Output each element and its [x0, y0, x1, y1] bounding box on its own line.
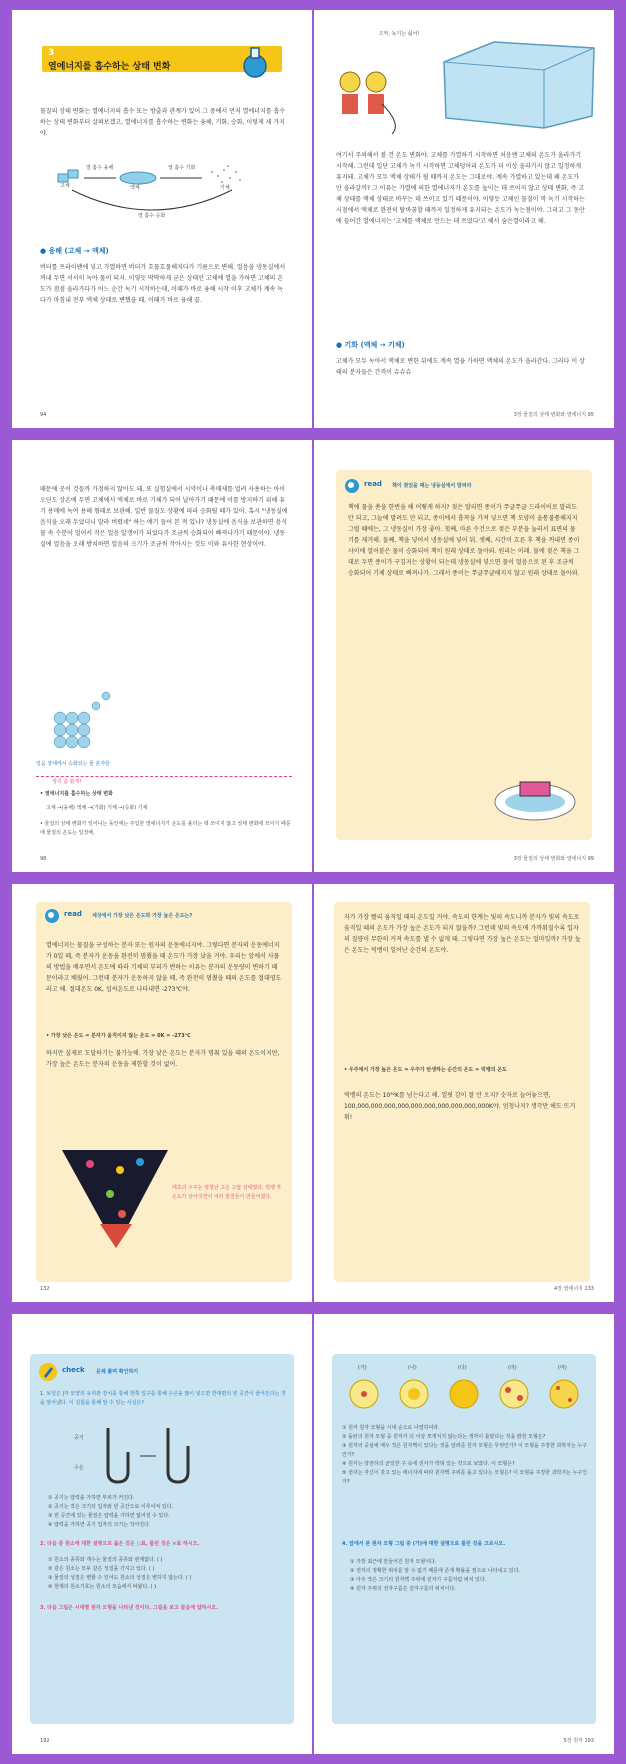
- memo-title: • 열에너지를 흡수하는 상태 변화: [40, 791, 113, 797]
- read-text-right: 자가 가장 빨리 움직일 때의 온도일 거야. 속도의 한계는 빛의 속도니까 분자가 빛의 속도로 움직일 때의 온도가 가장 높은 온도가 되지 않을까? 그런데 빛의 속도에 가까워질수록 입자의 질량이 무한히 커져 속도를 낼 수 없게 돼. 그렇다면 가장 높은 온도는 얼마일까? 가장 높은 온도는 빅뱅이 일어난 순간의 온도야.: [344, 914, 581, 954]
- page-footer-right: 3장 물질의 상태 변화와 열에너지 99: [513, 856, 594, 862]
- read-text: 열에너지는 물질을 구성하는 분자 또는 원자의 운동에너지야. 그렇다면 분자의 운동에너지가 0일 때, 즉 분자가 운동을 완전히 멈췄을 때 온도가 가장 낮을 거야. 우리는 앞에서 사물의 방법을 배우면서 온도에 따라 기체의 부피가 변하는 이유는 분자의 운동량이 변하기 때문이라고 배웠어. 그런데 분자가 운동하지 않을 때, 즉 완전히 멈췄을 때의 온도를 절대영도라고 해. 절대온도 0K, 섭씨온도로 나타내면 -273℃야.: [46, 942, 282, 993]
- magnifier-icon: [44, 908, 60, 924]
- page-footer-right: 4장 열에너지 133: [553, 1286, 594, 1292]
- question-2: 2. 다음 중 원소에 대한 설명으로 옳은 것은 ○표, 틀린 것은 ×표 하시오.: [40, 1541, 200, 1547]
- spread-1: [0, 10, 626, 428]
- atom-label-ra: (라): [508, 1365, 517, 1371]
- intro-text: 물질의 상태 변화는 열에너지의 흡수 또는 방출과 관계가 있어 그 중에서 먼저 열에너지를 흡수하는 상태 변화부터 살펴보겠고, 열에너지를 흡수하는 변화는 융해, 기화, 승화, 이렇게 세 가지야.: [40, 108, 286, 137]
- page-number-left: 94: [40, 412, 47, 418]
- spread-4: [0, 1314, 626, 1754]
- page-footer-right: 5장 원자 193: [563, 1738, 594, 1744]
- q3-item[interactable]: ① 원자 원자 모형을 시대 순으로 나열하여라.: [342, 1425, 440, 1431]
- page-192: [12, 1314, 312, 1754]
- page-94: [12, 10, 312, 428]
- memo-note: • 물질의 상태 변화가 일어나는 동안에는 주입한 열에너지가 온도를 올리는 데 쓰이지 않고 상태 변화에 쓰이기 때문에 물질의 온도는 일정해.: [40, 821, 291, 836]
- atom-label-ga: (가): [358, 1365, 367, 1371]
- q1-option[interactable]: ① 공기는 압력을 가하면 부피가 커진다.: [48, 1495, 135, 1501]
- atom-label-da: (다): [458, 1365, 467, 1371]
- question-3-items: [342, 1424, 588, 1487]
- q3-item[interactable]: ④ 원자는 양전하의 균일한 구 속에 전자가 박혀 있는 것으로 보았다. 이 모형은?: [342, 1461, 515, 1467]
- page-number-left: 98: [40, 856, 47, 862]
- q1-option[interactable]: ④ 압력을 가하면 공기 입자의 크기는 작아진다.: [48, 1522, 151, 1528]
- big-bang-pyramid: [60, 1144, 170, 1254]
- pencil-icon: [38, 1362, 58, 1382]
- atom-models-row: [340, 1364, 588, 1414]
- q2-option[interactable]: ③ 물질의 성질은 변할 수 있어도 원소의 성질은 변하지 않는다. ( ): [48, 1575, 192, 1581]
- right-text: 여기서 주의해서 볼 건 온도 변화야. 고체를 가열하기 시작하면 처음엔 고체의 온도가 올라가기 시작해. 그런데 일단 고체가 녹기 시작하면 고체덩어리 온도가 더 이상 올라가지 않고 일정하게 유지돼. 고체가 모두 액체 상태가 될 때까지 온도는 그대로야. 계속 가열하고 있는데 왜 온도가 안 올라갈까? 그 이유는 가열에 의한 열에너지가 온도를 높이는 데 쓰이지 않고 상태 변화, 즉 고체 상태를 액체 상태로 바꾸는 데 쓰이고 있기 때문이야. 이렇듯 고체인 물질이 막 녹기 시작하는 시점에서 액체로 완전히 탈바꿈할 때까지 일정하게 유지되는 온도가 녹는점이야. 그리고 그 동안에 들어간 열에너지는 '고체를 액체로 만드는 데 쓰였다'고 해서 숨은열이라고 해.: [336, 152, 585, 225]
- q3-item[interactable]: ③ 원자의 중심에 매우 작은 원자핵이 있다는 것을 알려준 원자 모형은 무엇인가? 이 모형을 주장한 과학자는 누구인가?: [342, 1443, 588, 1458]
- ice-molecules-illustration: [40, 688, 120, 758]
- page-98: [12, 440, 312, 872]
- spread-3: [0, 884, 626, 1302]
- q4-option[interactable]: ④ 원자 주위의 전자구름은 전자구름의 위치이다.: [350, 1586, 456, 1592]
- read-text-right-2: 빅뱅의 온도는 10³²K를 넘는다고 해. 얼핏 감이 잘 안 오지? 숫자로 늘어놓으면, 100,000,000,000,000,000,000,000,000,000,000K야. 엄청나지? 생각만 해도 뜨거워!: [344, 1092, 576, 1121]
- page-number-left: 192: [40, 1738, 50, 1744]
- q3-item[interactable]: ② 돌턴의 원자 모형 중 원자가 더 이상 쪼개지지 않는다는 생각이 틀렸다는 것을 밝힌 모형은?: [342, 1434, 546, 1440]
- q4-options: [350, 1558, 588, 1594]
- label-liquid: 액체: [130, 185, 140, 191]
- main-text: 때문에 곳이 것들까 가정하지 않아도 돼. 또 실험실에서 시약이나 축매제를 얼려 사용하는 아이오딘도 상온에 두면 고체에서 액체로 바로 기체가 되어 날아가기 때문에 이를 방지하기 위해 유기 용매에 녹여 용해 형태로 보관해. 일반 물질도 상황에 따라 승화될 때가 있어. 혹시 "냉동실에 음식을 오래 두었더니 말라 버렸네" 하는 얘기 들어 본 적 있나? 냉동실에 음식을 보관하면 음식물 속 수분이 얼어서 작은 얼음 알갱이가 되었다가 조금씩 승화되어 빠져나가기 때문이야. 냉동실에 얼음을 오래 방치하면 얼음의 크기가 조금씩 작아지는 것도 이와 유사한 현상이야.: [40, 486, 288, 548]
- pyramid-caption: 태초의 우주는 엄청난 고온 고압 상태였다. 빅뱅 후 온도가 낮아지면서 여러 물질들이 만들어졌다.: [172, 1185, 282, 1200]
- check-tag: check: [62, 1366, 85, 1374]
- spread-2: [0, 440, 626, 872]
- q3-item[interactable]: ⑤ 전자는 자신이 갖고 있는 에너지에 따라 원자핵 주위를 돌고 있다는 모형은? 이 모형을 주장한 과학자는 누구인가?: [342, 1470, 588, 1485]
- check-box: [30, 1354, 294, 1724]
- page-footer-right: 3장 물질의 상태 변화와 열에너지 95: [513, 412, 594, 418]
- label-sub: 열 흡수 승화: [138, 213, 166, 219]
- read-text: 책에 물을 쏟을 한번을 해 어떻게 하지? 젖은 말리면 종이가 쭈글쭈글 드라이어로 말리도 안 되고, 그늘에 말려도 안 되고, 종이에서 흡착을 가져 넣으면 책 모양이 울퉁불퉁해지지 그럴 때에는, 그 냉동실이 가장 좋아. 첫째, 마른 수건으로 젖은 부분을 눌러서 표면의 물기를 제거해. 둘째, 책을 넣어서 냉동실에 넣어 둬. 셋째, 시간이 흐른 후 책을 꺼내면 종이 사이에 얼어붙은 물이 승화되어 책이 원래 상태로 돌아와. 원리는 이래. 물에 젖은 책을 그대로 두면 종이가 구김지는 상황이 되는데 냉동실에 넣으면 물이 얼음으로 된 후 조금씩 승화되어 기체 상태로 빠져나가. 그래서 종이는 쭈글쭈글해지지 않고 원래 상태로 돌아와.: [348, 504, 580, 577]
- page-193: [314, 1314, 614, 1754]
- page-number-left: 132: [40, 1286, 50, 1292]
- section-vaporization-text: 고체가 모두 녹아서 액체로 변한 뒤에도 계속 열을 가하면 액체의 온도가 올라간다. 그러다 이 상태의 분자들은 간격이 슈슈슈: [336, 358, 585, 376]
- read-title: 세상에서 가장 낮은 온도와 가장 높은 온도는?: [92, 913, 193, 919]
- page-132: [12, 884, 312, 1302]
- chapter-number: 3: [48, 48, 55, 58]
- formula-highest: • 우주에서 가장 높은 온도 = 우주가 탄생하는 순간의 온도 = 빅뱅의 온도: [344, 1067, 507, 1073]
- state-change-diagram: [52, 160, 272, 230]
- ice-caption: 얼음 상태에서 승화되는 물 분자들: [36, 761, 110, 767]
- q1-option[interactable]: ③ 빈 공간에 있는 물질은 압력을 가하면 없어질 수 있다.: [48, 1513, 170, 1519]
- label-solid: 고체: [60, 183, 70, 189]
- label-gas: 기체: [220, 185, 230, 191]
- read-tag: read: [364, 480, 382, 488]
- atom-label-ma: (마): [558, 1365, 567, 1371]
- read-title: 책이 젖었을 때는 냉동실에서 말려라: [392, 483, 472, 489]
- section-melting-text: 버터를 프라이팬에 넣고 가열하면 버터가 흐물흐물해지다가 기름으로 변해. 얼음을 냉동실에서 꺼내 두면 서서히 녹아 물이 되지. 이렇듯 딱딱하게 굳은 상태인 고체에 열을 가하면 고체의 온도가 점점 올라가다가 어느 순간 녹기 시작하는데, 이때가 바로 융해 시작 이후 고체가 계속 녹다가 마침내 전부 액체 상태로 변했을 때, 이때가 바로 융해 끝.: [40, 264, 286, 304]
- q4-option[interactable]: ② 전자의 정확한 위치를 알 수 없기 때문에 존재 확률을 점으로 나타내고 있다.: [350, 1568, 521, 1574]
- chapter-title: 열에너지를 흡수하는 상태 변화: [48, 62, 171, 72]
- j-tube-label-air: 공기: [74, 1435, 84, 1441]
- question-1: 1. 보일은 J자 모양의 유리관 장치를 통해 한쪽 입구를 통해 수은을 많이 넣으면 반대편의 빈 공간이 줄어든다는 것을 알아냈다. 이 실험을 통해 알 수 있는 사실은?: [40, 1391, 286, 1406]
- q2-option[interactable]: ④ 현재의 원소기호는 원소의 모습에서 따왔다. ( ): [48, 1584, 157, 1590]
- sink-illustration: [490, 762, 580, 832]
- read-tag: read: [64, 910, 82, 918]
- ice-block-illustration: [434, 32, 604, 132]
- q2-option[interactable]: ② 같은 원소는 모두 같은 성질을 가지고 있다. ( ): [48, 1566, 155, 1572]
- page-133: [314, 884, 614, 1302]
- q2-option[interactable]: ① 원소의 종류와 개수는 물질의 종류와 관계없다. ( ): [48, 1557, 163, 1563]
- memo-equation: 고체 →(융해) 액체 →(기화) 기체 →(승화) 기체: [46, 805, 148, 811]
- atom-label-na: (나): [408, 1365, 417, 1371]
- question-3: 3. 다음 그림은 시대별 원자 모형을 나타낸 것이다. 그림을 보고 물음에 답하시오.: [40, 1605, 219, 1611]
- section-vaporization-title: ● 기화 (액체 → 기체): [336, 341, 405, 349]
- label-vapor: 열 흡수 기화: [168, 165, 196, 171]
- characters-illustration: [332, 64, 412, 134]
- flask-icon: [240, 44, 270, 78]
- q1-option[interactable]: ② 공기는 작은 크기의 입자와 빈 공간으로 이루어져 있다.: [48, 1504, 174, 1510]
- page-99: [314, 440, 614, 872]
- magnifier-icon: [344, 478, 360, 494]
- speech-bubble: 으악, 녹기는 싫어!: [378, 31, 420, 37]
- q4-option[interactable]: ③ 아주 작은 크기의 원자핵 주위에 전자가 구름처럼 퍼져 있다.: [350, 1577, 487, 1583]
- memo-label: 정리 좀 할게!: [52, 779, 82, 785]
- q2-options: [48, 1556, 286, 1592]
- section-melting-title: ● 융해 (고체 → 액체): [40, 247, 109, 255]
- j-tube-diagram: [88, 1422, 208, 1488]
- formula-lowest: • 가장 낮은 온도 = 분자가 움직이지 않는 온도 = 0K = -273℃: [46, 1033, 191, 1039]
- q4-option[interactable]: ① 가장 최근에 만들어진 원자 모형이다.: [350, 1559, 437, 1565]
- read-text-2: 하지만 실제로 도달하기는 불가능해. 가장 낮은 온도는 분자가 멈춰 있을 때의 온도이지만, 가장 높은 온도는 분자의 운동을 제한할 것이 없어.: [46, 1050, 280, 1068]
- q1-options: [48, 1494, 286, 1530]
- check-title: 문제 풀며 확인하기: [96, 1369, 139, 1375]
- j-tube-label-mercury: 수은: [74, 1465, 84, 1471]
- label-melt: 열 흡수 융해: [86, 165, 114, 171]
- question-4: 4. 앞에서 본 원자 모형 그림 중 (가)에 대한 설명으로 틀린 것을 고르시오.: [342, 1541, 506, 1547]
- page-95: [314, 10, 614, 428]
